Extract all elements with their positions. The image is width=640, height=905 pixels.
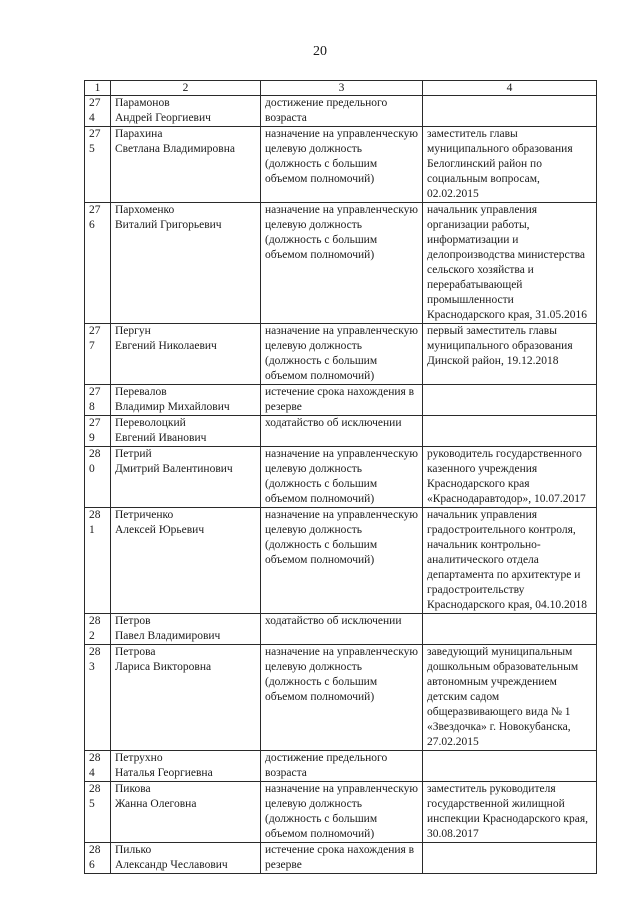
row-number: 286 — [85, 843, 111, 874]
row-number: 276 — [85, 203, 111, 324]
given-name-patronymic: Павел Владимирович — [115, 630, 221, 642]
table-header-row — [85, 81, 597, 96]
given-name-patronymic: Евгений Николаевич — [115, 340, 217, 352]
appointed-position — [423, 385, 597, 416]
exclusion-reason: назначение на управленческую целевую должность (должность с большим объемом полномочий) — [261, 782, 423, 843]
full-name-cell — [111, 508, 261, 614]
surname: Перевалов — [115, 386, 167, 398]
table-row — [85, 447, 597, 508]
exclusion-reason: назначение на управленческую целевую должность (должность с большим объемом полномочий) — [261, 127, 423, 203]
table-row — [85, 96, 597, 127]
exclusion-reason: назначение на управленческую целевую должность (должность с большим объемом полномочий) — [261, 447, 423, 508]
exclusion-reason: назначение на управленческую целевую должность (должность с большим объемом полномочий) — [261, 645, 423, 751]
table-row — [85, 751, 597, 782]
appointed-position: начальник управления градостроительного контроля, начальник контрольно-аналитического отдела департамента по архитектуре и градостроительству Краснодарского края, 04.10.2018 — [423, 508, 597, 614]
surname: Петрова — [115, 646, 156, 658]
full-name-cell — [111, 324, 261, 385]
surname: Петрий — [115, 448, 152, 460]
given-name-patronymic: Лариса Викторовна — [115, 661, 212, 673]
given-name-patronymic: Виталий Григорьевич — [115, 219, 222, 231]
appointed-position: руководитель государственного казенного учреждения Краснодарского края «Краснодаравтодор», 10.07.2017 — [423, 447, 597, 508]
page-number: 20 — [313, 44, 327, 59]
given-name-patronymic: Жанна Олеговна — [115, 798, 197, 810]
surname: Пилько — [115, 844, 152, 856]
exclusion-reason: ходатайство об исключении — [261, 614, 423, 645]
surname: Петрухно — [115, 752, 163, 764]
appointed-position — [423, 416, 597, 447]
given-name-patronymic: Александр Чеславович — [115, 859, 228, 871]
exclusion-reason: истечение срока нахождения в резерве — [261, 385, 423, 416]
table-row — [85, 416, 597, 447]
full-name-cell — [111, 96, 261, 127]
given-name-patronymic: Евгений Иванович — [115, 432, 207, 444]
exclusion-reason: ходатайство об исключении — [261, 416, 423, 447]
given-name-patronymic: Наталья Георгиевна — [115, 767, 213, 779]
surname: Пергун — [115, 325, 151, 337]
appointed-position — [423, 843, 597, 874]
appointed-position: заместитель главы муниципального образования Белоглинский район по социальным вопросам, 02.02.2015 — [423, 127, 597, 203]
full-name-cell — [111, 614, 261, 645]
appointed-position: заведующий муниципальным дошкольным образовательным автономным учреждением детским садом общеразвивающего вида № 1 «Звездочка» г. Новокубанска, 27.02.2015 — [423, 645, 597, 751]
personnel-reserve-table — [84, 80, 597, 874]
exclusion-reason: назначение на управленческую целевую должность (должность с большим объемом полномочий) — [261, 324, 423, 385]
full-name-cell — [111, 127, 261, 203]
appointed-position — [423, 614, 597, 645]
row-number: 280 — [85, 447, 111, 508]
table-row — [85, 614, 597, 645]
surname: Парахина — [115, 128, 163, 140]
surname: Пархоменко — [115, 204, 175, 216]
row-number: 275 — [85, 127, 111, 203]
full-name-cell — [111, 782, 261, 843]
exclusion-reason: достижение предельного возраста — [261, 751, 423, 782]
appointed-position — [423, 96, 597, 127]
surname: Петриченко — [115, 509, 174, 521]
table-row — [85, 782, 597, 843]
table-row — [85, 508, 597, 614]
full-name-cell — [111, 385, 261, 416]
appointed-position — [423, 751, 597, 782]
table-row — [85, 324, 597, 385]
table-row — [85, 843, 597, 874]
column-header: 2 — [111, 81, 261, 96]
full-name-cell — [111, 447, 261, 508]
exclusion-reason: достижение предельного возраста — [261, 96, 423, 127]
surname: Парамонов — [115, 97, 170, 109]
row-number: 284 — [85, 751, 111, 782]
exclusion-reason: истечение срока нахождения в резерве — [261, 843, 423, 874]
row-number: 278 — [85, 385, 111, 416]
appointed-position: заместитель руководителя государственной жилищной инспекции Краснодарского края, 30.08.2017 — [423, 782, 597, 843]
row-number: 279 — [85, 416, 111, 447]
appointed-position: начальник управления организации работы, информатизации и делопроизводства министерства сельского хозяйства и перерабатывающей промышленности Краснодарского края, 31.05.2016 — [423, 203, 597, 324]
row-number: 274 — [85, 96, 111, 127]
row-number: 283 — [85, 645, 111, 751]
surname: Переволоцкий — [115, 417, 186, 429]
row-number: 285 — [85, 782, 111, 843]
given-name-patronymic: Владимир Михайлович — [115, 401, 230, 413]
table-row — [85, 645, 597, 751]
given-name-patronymic: Андрей Георгиевич — [115, 112, 211, 124]
full-name-cell — [111, 645, 261, 751]
full-name-cell — [111, 751, 261, 782]
exclusion-reason: назначение на управленческую целевую должность (должность с большим объемом полномочий) — [261, 203, 423, 324]
given-name-patronymic: Алексей Юрьевич — [115, 524, 205, 536]
table-row — [85, 385, 597, 416]
table-body — [85, 96, 597, 874]
given-name-patronymic: Светлана Владимировна — [115, 143, 235, 155]
row-number: 277 — [85, 324, 111, 385]
surname: Пикова — [115, 783, 151, 795]
column-header: 3 — [261, 81, 423, 96]
column-header: 1 — [85, 81, 111, 96]
appointed-position: первый заместитель главы муниципального образования Динской район, 19.12.2018 — [423, 324, 597, 385]
row-number: 281 — [85, 508, 111, 614]
table-row — [85, 203, 597, 324]
full-name-cell — [111, 203, 261, 324]
table-row — [85, 127, 597, 203]
surname: Петров — [115, 615, 151, 627]
full-name-cell — [111, 843, 261, 874]
row-number: 282 — [85, 614, 111, 645]
column-header: 4 — [423, 81, 597, 96]
exclusion-reason: назначение на управленческую целевую должность (должность с большим объемом полномочий) — [261, 508, 423, 614]
given-name-patronymic: Дмитрий Валентинович — [115, 463, 233, 475]
full-name-cell — [111, 416, 261, 447]
